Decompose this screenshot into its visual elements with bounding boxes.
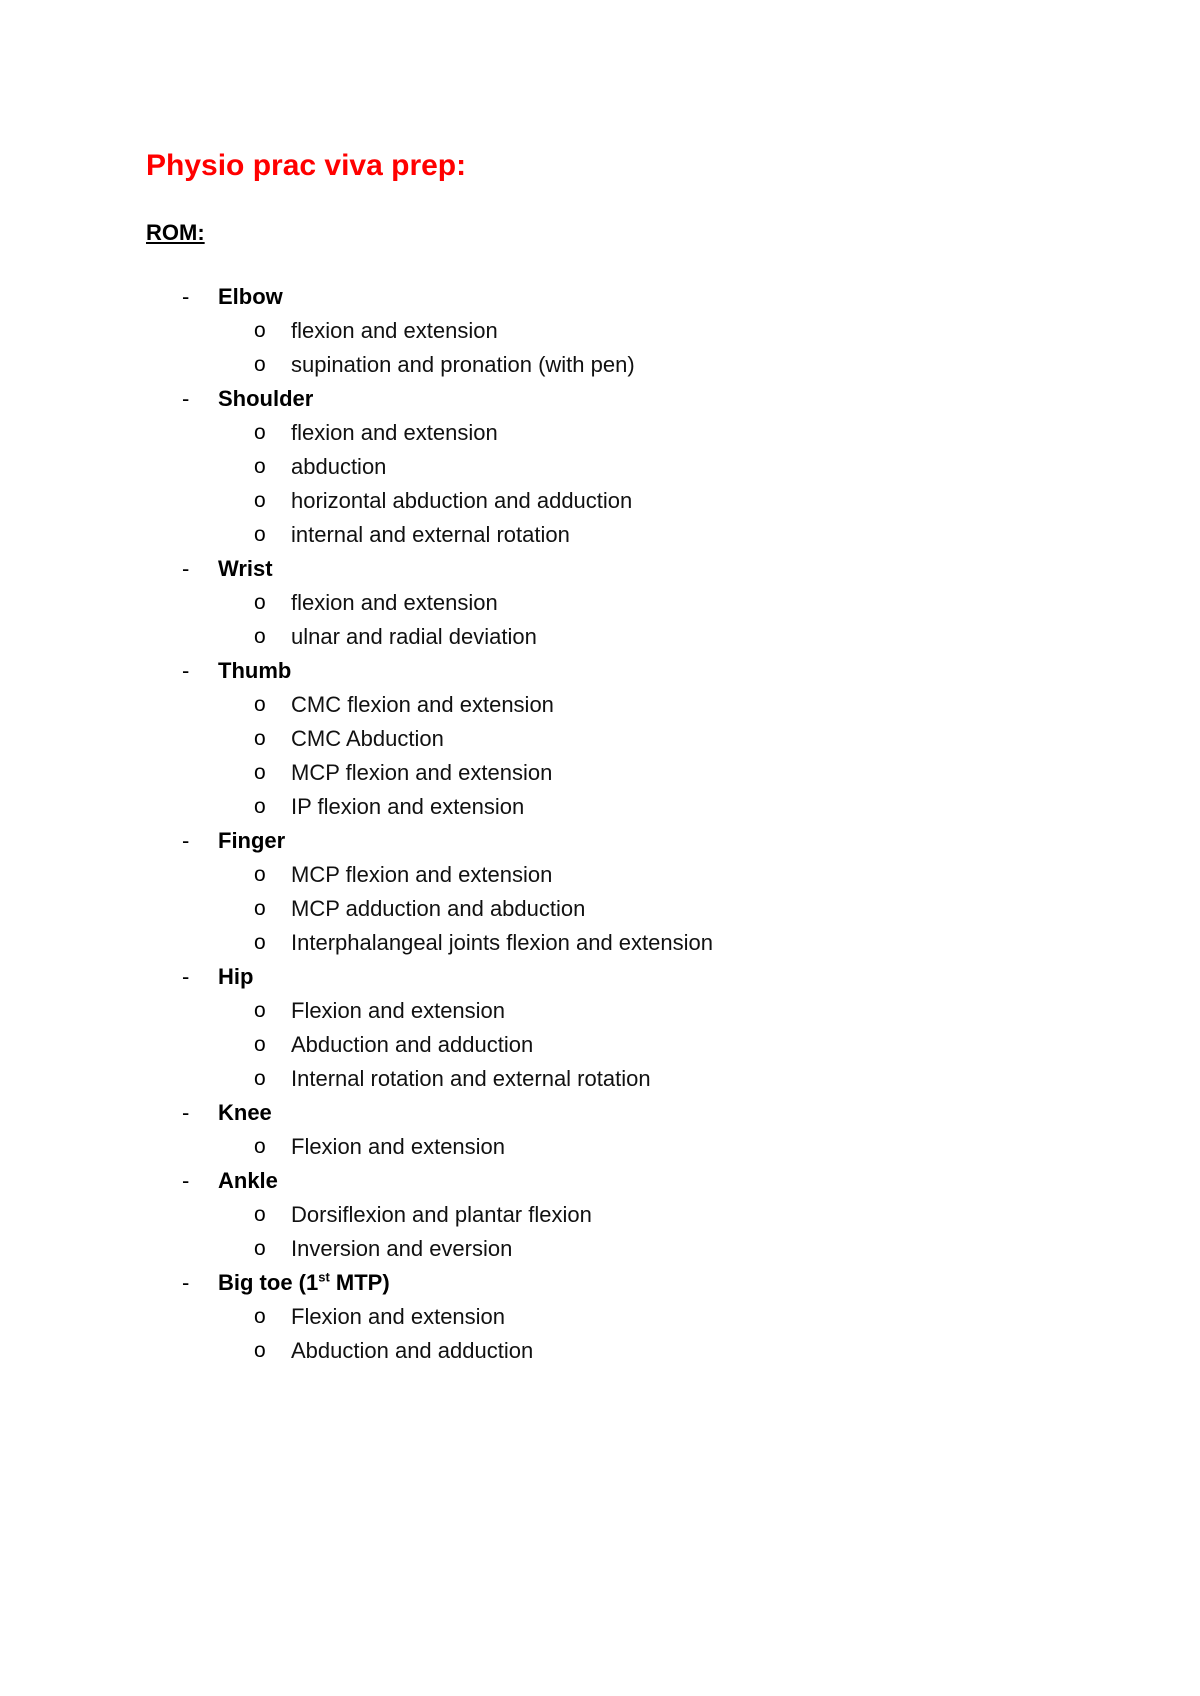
item-text: Flexion and extension [291,1134,506,1159]
item-text: Internal rotation and external rotation [291,1066,651,1091]
item-text: MCP flexion and extension [291,862,553,887]
bullet-marker: o [254,897,266,920]
item-text: Interphalangeal joints flexion and extension [291,930,713,955]
item-text: ulnar and radial deviation [291,624,537,649]
item-text: MCP adduction and abduction [291,896,586,921]
group-label [218,1266,390,1300]
group-label: Shoulder [218,386,314,411]
bullet-marker: o [254,795,266,818]
group-label: Wrist [218,556,273,581]
dash-marker: - [182,386,190,411]
label-superscript: st [318,1269,330,1285]
section-heading-rom: ROM: [146,220,205,245]
dash-marker: - [182,556,190,581]
bullet-marker: o [254,999,266,1022]
item-text: CMC flexion and extension [291,692,554,717]
bullet-marker: o [254,863,266,886]
dash-marker: - [182,284,190,309]
dash-marker: - [182,1168,190,1193]
item-text: Flexion and extension [291,1304,506,1329]
bullet-marker: o [254,1033,266,1056]
dash-marker: - [182,828,190,853]
bullet-marker: o [254,489,266,512]
item-text: CMC Abduction [291,726,444,751]
bullet-marker: o [254,693,266,716]
item-text: horizontal abduction and adduction [291,488,633,513]
item-text: Abduction and adduction [291,1338,534,1363]
bullet-marker: o [254,931,266,954]
bullet-marker: o [254,1305,266,1328]
bullet-marker: o [254,727,266,750]
item-text: flexion and extension [291,590,498,615]
bullet-marker: o [254,1135,266,1158]
bullet-marker: o [254,1339,266,1362]
group-label: Finger [218,828,286,853]
bullet-marker: o [254,353,266,376]
bullet-marker: o [254,1237,266,1260]
group-label: Hip [218,964,254,989]
label-prefix: Big toe (1 [218,1270,319,1295]
item-text: Inversion and eversion [291,1236,513,1261]
bullet-marker: o [254,319,266,342]
item-text: supination and pronation (with pen) [291,352,635,377]
document-title: Physio prac viva prep: [146,149,467,182]
item-text: MCP flexion and extension [291,760,553,785]
bullet-marker: o [254,455,266,478]
label-suffix: MTP) [329,1270,390,1295]
group-label: Knee [218,1100,272,1125]
bullet-marker: o [254,421,266,444]
dash-marker: - [182,964,190,989]
bullet-marker: o [254,625,266,648]
bullet-marker: o [254,1203,266,1226]
bullet-marker: o [254,523,266,546]
item-text: flexion and extension [291,318,498,343]
dash-marker: - [182,1100,190,1125]
item-text: internal and external rotation [291,522,570,547]
item-text: Abduction and adduction [291,1032,534,1057]
item-text: abduction [291,454,387,479]
dash-marker: - [182,658,190,683]
bullet-marker: o [254,1067,266,1090]
item-text: IP flexion and extension [291,794,525,819]
item-text: flexion and extension [291,420,498,445]
bullet-marker: o [254,761,266,784]
group-label: Elbow [218,284,283,309]
item-text: Dorsiflexion and plantar flexion [291,1202,592,1227]
group-label: Ankle [218,1168,278,1193]
group-label: Thumb [218,658,292,683]
item-text: Flexion and extension [291,998,506,1023]
dash-marker: - [182,1270,190,1295]
bullet-marker: o [254,591,266,614]
